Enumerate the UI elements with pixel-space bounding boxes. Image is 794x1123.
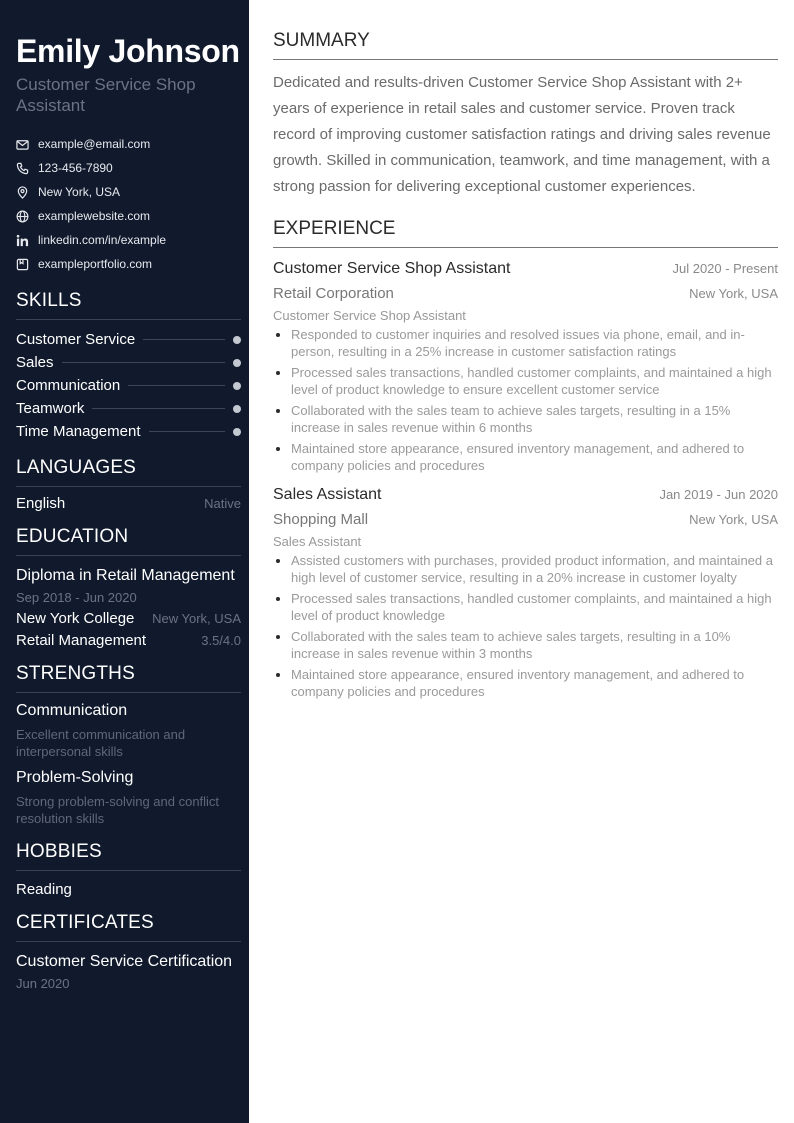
hobbies-heading: HOBBIES: [16, 841, 241, 871]
portfolio-icon: [16, 258, 29, 271]
skill-divider: [149, 431, 226, 432]
job-title: Customer Service Shop Assistant: [273, 260, 511, 277]
job-company-row: [273, 511, 778, 528]
skill-level-dot: [233, 336, 241, 344]
contact-email-text: example@email.com: [38, 137, 151, 151]
skill-list: [16, 328, 241, 443]
languages-heading: LANGUAGES: [16, 457, 241, 487]
job-subtitle: Customer Service Shop Assistant: [273, 308, 466, 323]
contact-portfolio[interactable]: [16, 252, 241, 276]
skill-item: [16, 420, 241, 443]
certificates-section: [16, 912, 241, 991]
person-title: Customer Service Shop Assistant: [16, 75, 196, 115]
education-field: Retail Management: [16, 632, 147, 649]
envelope-icon: [16, 138, 29, 151]
skill-level-dot: [233, 405, 241, 413]
skill-level-dot: [233, 359, 241, 367]
job-title-row: [273, 260, 778, 278]
contact-website[interactable]: [16, 204, 241, 228]
contact-location-text: New York, USA: [38, 185, 121, 199]
hobby-item: Reading: [16, 881, 72, 898]
linkedin-icon: [16, 234, 29, 247]
certificate-title: Customer Service Certification: [16, 953, 233, 970]
skill-level-dot: [233, 382, 241, 390]
education-school-row: [16, 610, 241, 627]
skill-divider: [128, 385, 225, 386]
skill-divider: [92, 408, 225, 409]
education-dates: Sep 2018 - Jun 2020: [16, 590, 137, 605]
skill-divider: [62, 362, 225, 363]
contact-portfolio-text: exampleportfolio.com: [38, 257, 153, 271]
job-bullet: • Processed sales transactions, handled customer complaints, and maintained a high level of product knowledge: [291, 590, 778, 624]
location-pin-icon: [16, 186, 29, 199]
job-location: New York, USA: [689, 512, 778, 527]
job-dates: Jul 2020 - Present: [672, 261, 778, 276]
strength-description: Excellent communication and interpersonal skills: [16, 727, 186, 759]
job-bullet: • Maintained store appearance, ensured inventory management, and adhered to company policies and procedures: [291, 666, 778, 700]
person-name: Emily Johnson: [16, 33, 240, 69]
skill-item: [16, 374, 241, 397]
contact-email[interactable]: [16, 132, 241, 156]
skill-divider: [143, 339, 225, 340]
job-subtitle: Sales Assistant: [273, 534, 362, 549]
contact-phone[interactable]: [16, 156, 241, 180]
main-content: [249, 0, 794, 1123]
phone-icon: [16, 162, 29, 175]
skills-heading: SKILLS: [16, 290, 241, 320]
contact-phone-text: 123-456-7890: [38, 161, 113, 175]
certificate-date: Jun 2020: [16, 976, 70, 991]
skill-item: [16, 328, 241, 351]
skill-level-dot: [233, 428, 241, 436]
skill-label: Teamwork: [16, 400, 85, 417]
strengths-heading: STRENGTHS: [16, 663, 241, 693]
contact-linkedin-text: linkedin.com/in/example: [38, 233, 167, 247]
globe-icon: [16, 210, 29, 223]
hobbies-section: [16, 841, 241, 898]
language-level: Native: [204, 496, 241, 511]
contact-location: [16, 180, 241, 204]
education-degree: Diploma in Retail Management: [16, 567, 235, 584]
job-bullet: • Responded to customer inquiries and resolved issues via phone, email, and in-person, resulting in a 25% increase in customer satisfaction ratings: [291, 326, 778, 360]
job-entry: [273, 260, 778, 474]
experience-section: [273, 218, 778, 700]
contact-website-text: examplewebsite.com: [38, 209, 151, 223]
job-bullet: • Collaborated with the sales team to achieve sales targets, resulting in a 10% increase in sales revenue within 3 months: [291, 628, 778, 662]
skill-label: Time Management: [16, 423, 141, 440]
job-location: New York, USA: [689, 286, 778, 301]
job-title-row: [273, 486, 778, 504]
languages-section: [16, 457, 241, 512]
summary-text: Dedicated and results-driven Customer Service Shop Assistant with 2+ years of experience in retail sales and customer service. Proven track record of improving customer satisfaction ratings and driving sales revenue growth. Skilled in communication, teamwork, and time management, with a strong passion for delivering exceptional customer experiences.: [273, 74, 771, 195]
job-bullet: • Collaborated with the sales team to achieve sales targets, resulting in a 15% increase in sales revenue within 6 months: [291, 402, 778, 436]
skill-label: Customer Service: [16, 331, 136, 348]
sidebar: [0, 0, 249, 1123]
education-section: [16, 526, 241, 649]
job-bullet-list: [273, 552, 778, 700]
job-entry: [273, 486, 778, 700]
education-gpa: 3.5/4.0: [201, 633, 241, 648]
skills-section: [16, 290, 241, 443]
skill-item: [16, 397, 241, 420]
strength-title: Communication: [16, 702, 128, 719]
job-bullet: • Processed sales transactions, handled customer complaints, and maintained a high level of product knowledge to ensure excellent customer service: [291, 364, 778, 398]
education-heading: EDUCATION: [16, 526, 241, 556]
job-company: Shopping Mall: [273, 511, 369, 528]
contact-list: [16, 132, 241, 276]
job-bullet: • Maintained store appearance, ensured inventory management, and adhered to company policies and procedures: [291, 440, 778, 474]
language-item: [16, 495, 241, 512]
job-dates: Jan 2019 - Jun 2020: [659, 487, 778, 502]
skill-label: Communication: [16, 377, 121, 394]
strength-description: Strong problem-solving and conflict resolution skills: [16, 794, 220, 826]
job-bullet: • Assisted customers with purchases, provided product information, and maintained a high level of customer service, resulting in a 20% increase in customer loyalty: [291, 552, 778, 586]
experience-heading: EXPERIENCE: [273, 218, 778, 248]
summary-section: [273, 30, 778, 200]
contact-linkedin[interactable]: [16, 228, 241, 252]
strength-title: Problem-Solving: [16, 769, 134, 786]
skill-item: [16, 351, 241, 374]
strengths-section: [16, 663, 241, 827]
education-field-row: [16, 632, 241, 649]
summary-heading: SUMMARY: [273, 30, 778, 60]
education-location: New York, USA: [152, 611, 241, 626]
job-title: Sales Assistant: [273, 486, 382, 503]
education-school: New York College: [16, 610, 135, 627]
job-company: Retail Corporation: [273, 285, 394, 302]
job-company-row: [273, 285, 778, 302]
language-name: English: [16, 495, 66, 512]
job-bullet-list: [273, 326, 778, 474]
skill-label: Sales: [16, 354, 54, 371]
certificates-heading: CERTIFICATES: [16, 912, 241, 942]
